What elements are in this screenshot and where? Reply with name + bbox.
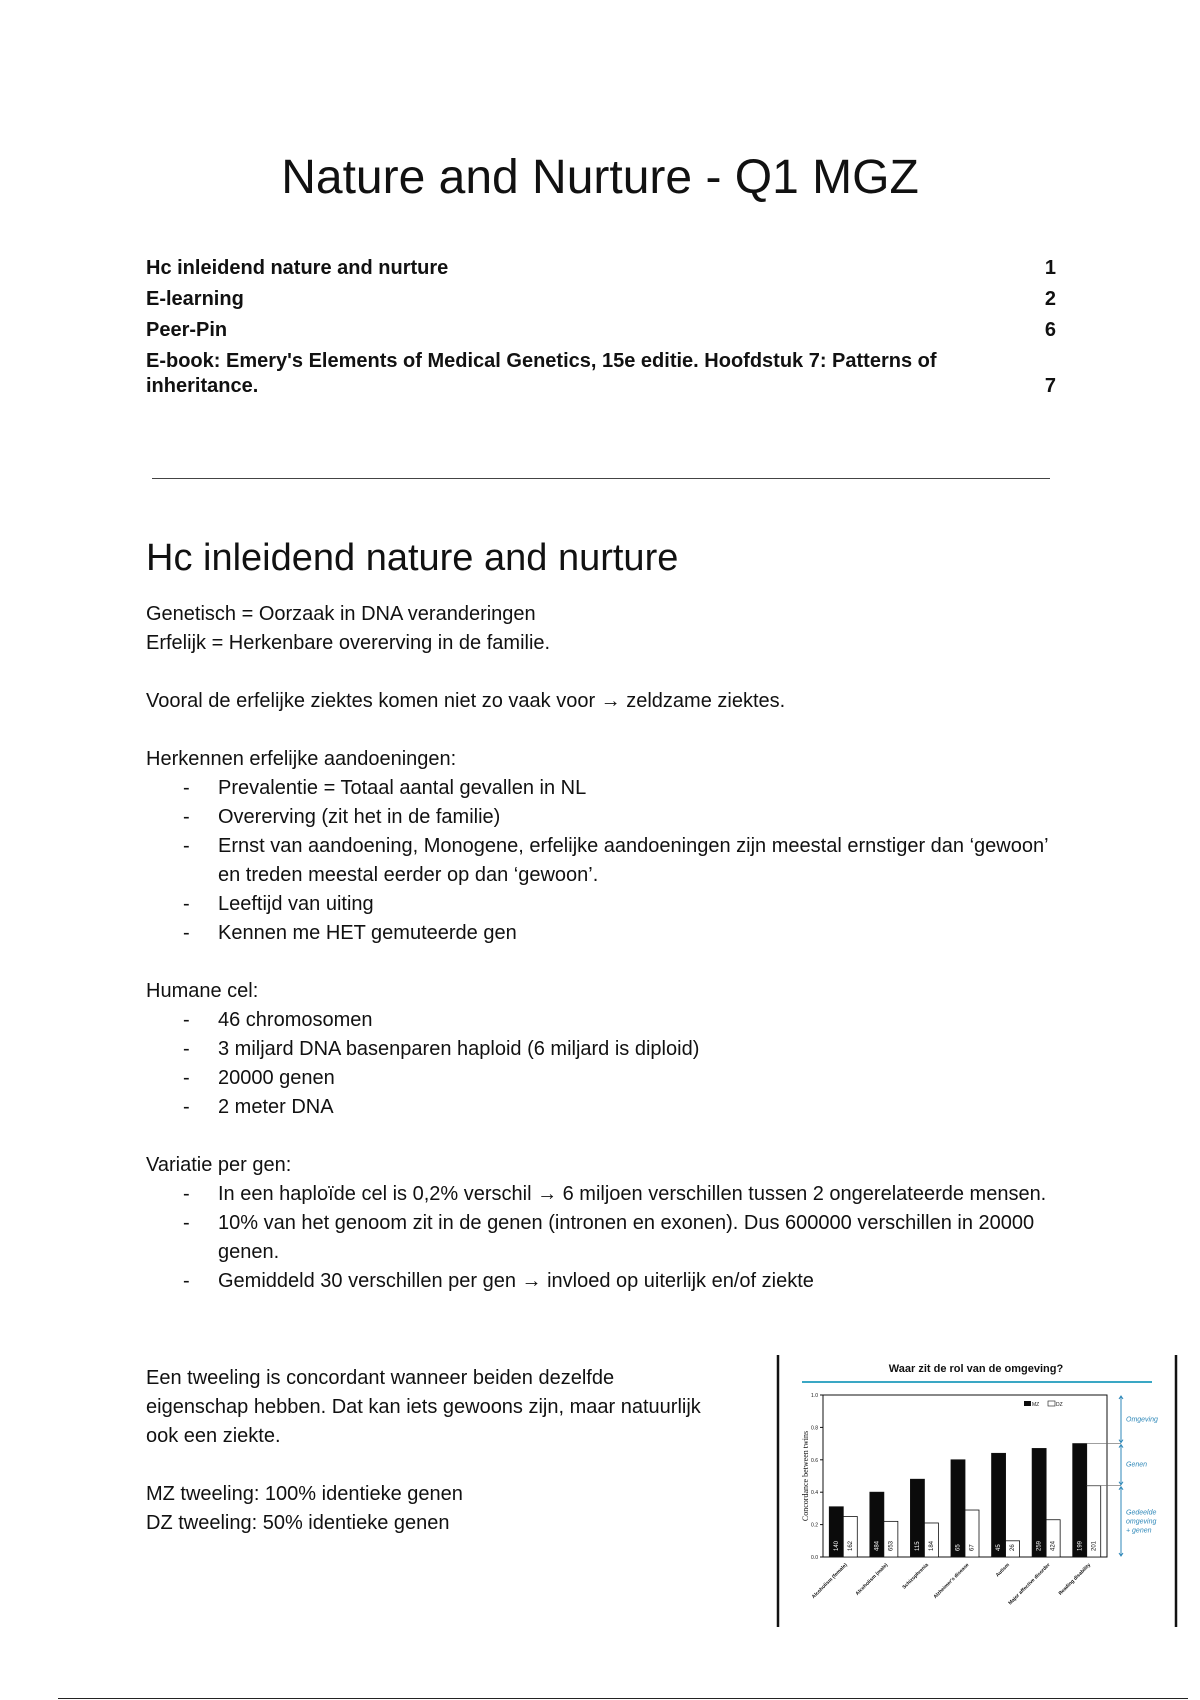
- x-tick-label: Alcoholism (male): [854, 1562, 890, 1597]
- x-tick-label: Major affective disorder: [1007, 1562, 1052, 1607]
- list-heading-cel: Humane cel:: [146, 980, 259, 1002]
- spacer: [146, 716, 1066, 745]
- definition-genetisch: Genetisch = Oorzaak in DNA veranderingen: [146, 603, 536, 625]
- annotation-genen: Genen: [1126, 1461, 1148, 1469]
- bar-count-label: 162: [847, 1540, 854, 1551]
- toc-entry-page: 2: [1044, 288, 1056, 310]
- list-cel: [146, 1006, 1066, 1122]
- y-tick-label: 0.0: [811, 1555, 818, 1561]
- bar-count-label: 653: [888, 1540, 895, 1551]
- concordance-chart: [776, 1355, 1178, 1627]
- bar-mz: [951, 1460, 965, 1557]
- x-tick-label: Alzheimer's disease: [932, 1562, 971, 1601]
- bar-count-label: 184: [929, 1540, 936, 1551]
- spacer: [146, 948, 1066, 977]
- list-item: - 2 meter DNA: [146, 1093, 1066, 1122]
- list-herkennen: [146, 774, 1066, 948]
- y-tick-label: 1.0: [811, 1393, 818, 1399]
- bar-count-label: 424: [1050, 1540, 1057, 1551]
- annotation-omgeving2: omgeving: [1126, 1518, 1157, 1526]
- mz-text: MZ tweeling: 100% identieke genen: [146, 1483, 463, 1505]
- list-item: - Ernst van aandoening, Monogene, erfelijke aandoeningen zijn meestal ernstiger dan ‘gewoon’ en treden meestal eerder op dan ‘gewoon’.: [146, 832, 1066, 890]
- spacer: [146, 658, 1066, 687]
- bar-count-label: 259: [1036, 1540, 1043, 1551]
- bar-mz: [992, 1453, 1006, 1557]
- spacer: [146, 1122, 1066, 1151]
- spacer: [146, 1451, 706, 1480]
- toc-entry-label: Peer-Pin: [146, 319, 228, 341]
- list-item: - Overerving (zit het in de familie): [146, 803, 1066, 832]
- section-divider: [152, 478, 1050, 479]
- annotation-genen2: + genen: [1126, 1527, 1152, 1535]
- y-tick-label: 0.8: [811, 1425, 818, 1432]
- list-variatie: [146, 1180, 1066, 1296]
- toc-entry-label: E-book: Emery's Elements of Medical Genetics, 15e editie. Hoofdstuk 7: Patterns of inheritance.: [146, 350, 937, 397]
- chart-title: Waar zit de rol van de omgeving?: [888, 1363, 1064, 1375]
- y-tick-label: 0.6: [811, 1457, 818, 1464]
- toc-entry-page: 6: [1044, 319, 1056, 341]
- twin-section: [146, 1364, 706, 1538]
- list-item: - 3 miljard DNA basenparen haploid (6 miljard is diploid): [146, 1035, 1066, 1064]
- list-item: - 20000 genen: [146, 1064, 1066, 1093]
- bar-count-label: 26: [1010, 1544, 1017, 1551]
- bar-count-label: 45: [996, 1544, 1003, 1551]
- bar-count-label: 67: [969, 1544, 976, 1551]
- bar-mz: [1032, 1448, 1046, 1557]
- bar-count-label: 115: [915, 1541, 922, 1551]
- bar-mz: [1073, 1444, 1087, 1557]
- x-tick-label: Autism: [994, 1562, 1011, 1579]
- toc-entry-page: 1: [1044, 257, 1056, 279]
- page-bottom-rule: [58, 1698, 1188, 1699]
- annotation-omgeving: Omgeving: [1126, 1416, 1158, 1424]
- section-body: [146, 600, 1066, 1296]
- x-tick-label: Reading disability: [1057, 1562, 1093, 1597]
- list-heading-variatie: Variatie per gen:: [146, 1154, 292, 1176]
- list-item: - Prevalentie = Totaal aantal gevallen in NL: [146, 774, 1066, 803]
- annotation-gedeelde: Gedeelde: [1126, 1509, 1157, 1517]
- section-heading: Hc inleidend nature and nurture: [146, 537, 679, 579]
- list-item: - In een haploïde cel is 0,2% verschil → 6 miljoen verschillen tussen 2 ongerelateerde mensen.: [146, 1180, 1066, 1209]
- concordance-chart-figure: [776, 1355, 1178, 1627]
- toc-entry[interactable]: [146, 287, 1056, 312]
- bar-count-label: 199: [1077, 1540, 1084, 1551]
- x-tick-label: Alcoholism (female): [810, 1562, 849, 1601]
- toc-entry[interactable]: [146, 256, 1056, 281]
- list-heading-herkennen: Herkennen erfelijke aandoeningen:: [146, 748, 457, 770]
- y-tick-label: 0.2: [811, 1522, 818, 1529]
- dz-text: DZ tweeling: 50% identieke genen: [146, 1512, 450, 1534]
- paragraph-vooral: Vooral de erfelijke ziektes komen niet zo vaak voor → zeldzame ziektes.: [146, 690, 786, 712]
- legend-label-mz: MZ: [1032, 1402, 1040, 1408]
- bar-count-label: 140: [833, 1540, 840, 1551]
- document-title: Nature and Nurture - Q1 MGZ: [281, 151, 919, 204]
- bar-count-label: 65: [955, 1544, 962, 1551]
- y-tick-label: 0.4: [811, 1490, 818, 1497]
- y-axis-label: Concordance between twins: [801, 1430, 810, 1522]
- list-item: - Kennen me HET gemuteerde gen: [146, 919, 1066, 948]
- legend-swatch-dz: [1048, 1401, 1055, 1406]
- list-item: - Leeftijd van uiting: [146, 890, 1066, 919]
- list-item: - 46 chromosomen: [146, 1006, 1066, 1035]
- list-item: - 10% van het genoom zit in de genen (intronen en exonen). Dus 600000 verschillen in 20000 genen.: [146, 1209, 1066, 1267]
- paragraph-tweeling: Een tweeling is concordant wanneer beiden dezelfde eigenschap hebben. Dat kan iets gewoons zijn, maar natuurlijk ook een ziekte.: [146, 1367, 701, 1447]
- legend-swatch-mz: [1024, 1401, 1031, 1406]
- toc-entry[interactable]: [146, 349, 1056, 399]
- bar-count-label: 201: [1091, 1540, 1098, 1551]
- legend-label-dz: DZ: [1056, 1402, 1063, 1408]
- x-tick-label: Schizophrenia: [901, 1562, 930, 1591]
- bar-count-label: 484: [874, 1540, 881, 1551]
- table-of-contents: [146, 256, 1056, 405]
- toc-entry-page: 7: [1044, 375, 1056, 397]
- toc-entry-label: Hc inleidend nature and nurture: [146, 257, 449, 279]
- toc-entry[interactable]: [146, 318, 1056, 343]
- toc-entry-label: E-learning: [146, 288, 244, 310]
- definition-erfelijk: Erfelijk = Herkenbare overerving in de familie.: [146, 632, 551, 654]
- list-item: - Gemiddeld 30 verschillen per gen → invloed op uiterlijk en/of ziekte: [146, 1267, 1066, 1296]
